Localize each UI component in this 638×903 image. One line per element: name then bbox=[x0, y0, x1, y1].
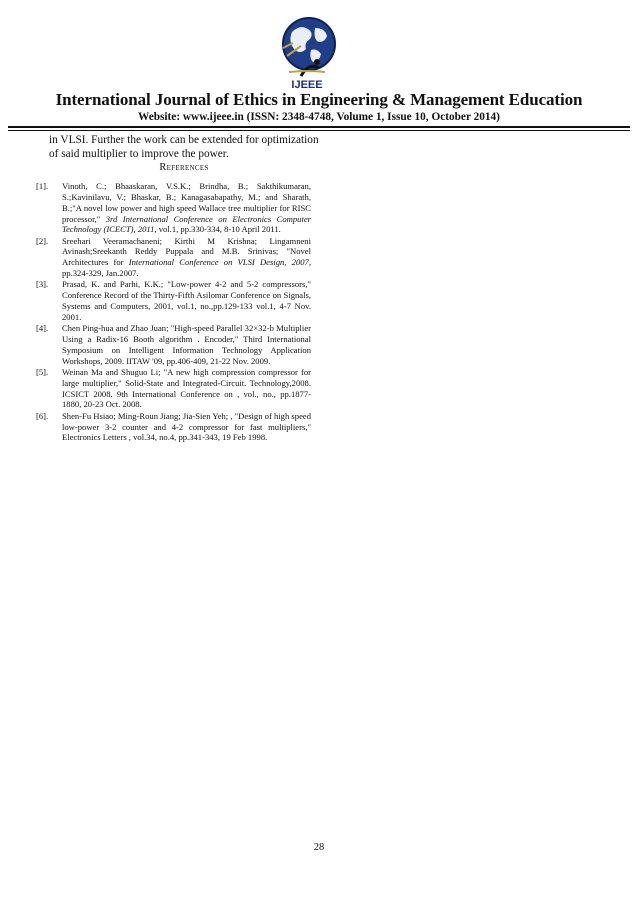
reference-number: [2]. bbox=[36, 235, 49, 246]
reference-venue: 3rd International Conference on Electronics Computer Technology (ICECT), 2011 bbox=[62, 213, 311, 235]
reference-item bbox=[36, 367, 311, 410]
journal-logo bbox=[259, 6, 355, 92]
reference-text: Weinan Ma and Shuguo Li; "A new high compression compressor for large multiplier," Solid-State and Integrated-Circuit. Technology,2008. ICSICT 2008. 9th International Conference on , vol., no., pp.1877-1880, 20-23 Oct. 2008. bbox=[62, 366, 311, 410]
reference-number: [1]. bbox=[36, 181, 49, 191]
intro-paragraph bbox=[49, 133, 324, 161]
journal-subtitle: Website: www.ijeee.in (ISSN: 2348-4748, Volume 1, Issue 10, October 2014) bbox=[138, 111, 500, 123]
reference-number: [5]. bbox=[36, 366, 49, 377]
reference-item bbox=[36, 236, 311, 279]
intro-line: of said multiplier to improve the power. bbox=[49, 148, 229, 160]
reference-item bbox=[36, 411, 311, 444]
references-heading: References bbox=[159, 162, 209, 173]
reference-number: [6]. bbox=[36, 410, 49, 421]
reference-text: Sreehari Veeramachaneni; Kirthi M Krishna; Lingamneni Avinash;Sreekanth Reddy Puppala and M.B. Srinivas; "Novel Architectures for bbox=[62, 235, 311, 268]
svg-text:IJEEE: IJEEE bbox=[291, 79, 323, 91]
header-rule-thick bbox=[8, 126, 630, 128]
reference-text-end: , vol.1, pp.330-334, 8-10 April 2011. bbox=[154, 224, 281, 235]
journal-title: International Journal of Ethics in Engineering & Management Education bbox=[55, 90, 583, 109]
reference-number: [4]. bbox=[36, 323, 49, 334]
reference-number: [3]. bbox=[36, 279, 49, 290]
reference-item bbox=[36, 279, 311, 322]
intro-line: in VLSI. Further the work can be extended for optimization bbox=[49, 134, 319, 146]
reference-text: Chen Ping-hua and Zhao Juan; "High-speed Parallel 32×32-b Multiplier Using a Radix-16 Booth algorithm . Encoder," Third International Symposium on Intelligent Information Technology Application Workshops, 2009. IITAW '09, pp.406-409, 21-22 Nov. 2009. bbox=[62, 323, 311, 366]
reference-text-end: pp.324-329, Jan.2007. bbox=[62, 268, 139, 279]
reference-text: Shen-Fu Hsiao; Ming-Roun Jiang; Jia-Sien Yeh; , "Design of high speed low-power 3-2 counter and 4-2 compressor for fast multipliers," Electronics Letters , vol.34, no.4, pp.341-343, 19 Feb 1998. bbox=[62, 410, 311, 443]
reference-text: Vinoth, C.; Bhaaskaran, V.S.K.; Brindha, B.; Sakthikumaran, S.;Kavinilavu, V.; Bhaskar, B.; Kanagasabapathy, M.; and Sharath, B.;"A novel low power and high speed Wallace tree multiplier for RISC processor," bbox=[62, 181, 311, 224]
reference-item bbox=[36, 323, 311, 366]
reference-venue: International Conference on VLSI Design, 2007, bbox=[128, 257, 311, 268]
reference-text: Prasad, K. and Parhi, K.K.; "Low-power 4-2 and 5-2 compressors," Conference Record of the Thirty-Fifth Asilomar Conference on Signals, Systems and Computers, 2001, vol.1, no.,pp.129-133 vol.1, 4-7 Nov. 2001. bbox=[62, 279, 311, 322]
references-list bbox=[36, 181, 311, 444]
reference-item bbox=[36, 181, 311, 235]
page-number: 28 bbox=[313, 842, 325, 853]
header-rule-thin bbox=[8, 130, 630, 131]
